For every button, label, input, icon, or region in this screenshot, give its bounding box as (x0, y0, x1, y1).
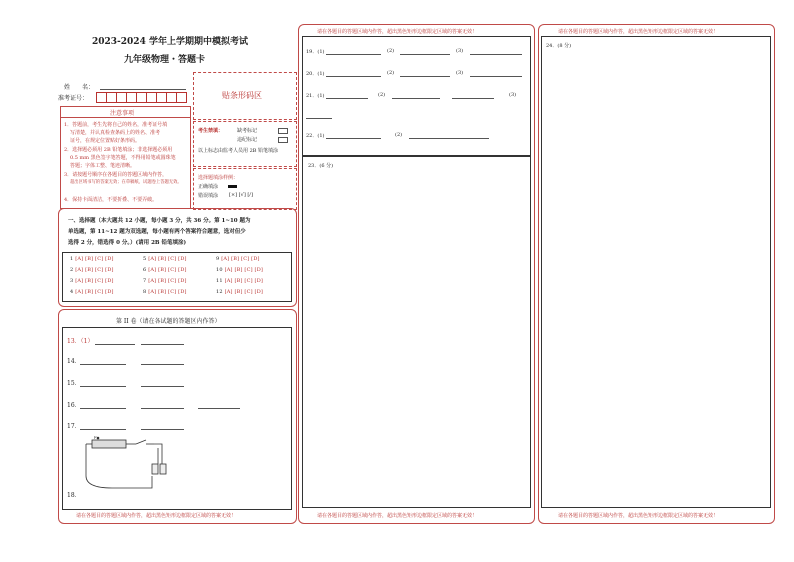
boundary-note-col3-top: 请在各题目的答题区域内作答，超出黑色矩形边框限定区域的答案无效！ (558, 29, 719, 35)
q13-label: 13．（1） (67, 338, 94, 345)
q21-line-4[interactable] (306, 118, 332, 119)
q20-part2: (2) (387, 70, 395, 76)
q13-answer-line-2[interactable] (141, 344, 184, 345)
status-label: 考生禁填： (198, 128, 224, 134)
exam-subtitle: 九年级物理・答题卡 (124, 55, 206, 65)
choice-question[interactable]: 7 [A] [B] [C] [D] (143, 278, 187, 284)
q13-answer-line-1[interactable] (95, 344, 135, 345)
notice-line: 写清楚，并认真检查条码上的姓名、准考 (70, 130, 161, 136)
choice-question[interactable]: 2 [A] [B] [C] [D] (70, 267, 114, 273)
q21-line-3[interactable] (452, 98, 494, 99)
choice-question[interactable]: 11 [A] [B] [C] [D] (216, 278, 264, 284)
boundary-note-col2-top: 请在各题目的答题区域内作答，超出黑色矩形边框限定区域的答案无效！ (317, 29, 478, 35)
notice-line: 4．保持卡面清洁，不要折叠、不要弄破。 (64, 197, 158, 203)
violation-checkbox[interactable] (278, 137, 288, 143)
q22-label: 22．(1) (306, 133, 325, 139)
choice-heading-line: 一、选择题（本大题共 12 小题，每小题 3 分，共 36 分。第 1~10 题为 (68, 218, 251, 224)
q16-answer-line-3[interactable] (198, 408, 240, 409)
correct-fill-mark (228, 185, 237, 188)
boundary-note-col1: 请在各题目的答题区域内作答，超出黑色矩形边框限定区域的答案无效！ (76, 513, 237, 519)
q20-part3: (3) (456, 70, 464, 76)
q24-answer-box[interactable] (541, 36, 771, 508)
q19-line-1[interactable] (326, 54, 381, 55)
q17-label: 17． (67, 423, 81, 430)
barcode-label: 贴条形码区 (222, 91, 262, 100)
q21-line-2[interactable] (392, 98, 440, 99)
choice-question[interactable]: 3 [A] [B] [C] [D] (70, 278, 114, 284)
violation-label: 违纪标记 (237, 137, 258, 143)
q19-part3-label: (3) (456, 48, 464, 54)
choice-question[interactable]: 8 [A] [B] [C] [D] (143, 289, 187, 295)
notice-line: 0.5 mm 黑色签字笔答题，不得用铅笔或圆珠笔 (70, 155, 176, 161)
svg-text:P: P (94, 436, 97, 440)
q17-answer-line-2[interactable] (141, 429, 184, 430)
q20-line-2[interactable] (400, 76, 450, 77)
notice-title: 注意事项 (110, 110, 135, 117)
absent-checkbox[interactable] (278, 128, 288, 134)
name-field[interactable] (100, 89, 186, 90)
id-digit-boxes[interactable] (96, 92, 188, 102)
q22-part2: (2) (395, 132, 403, 138)
absent-label: 缺考标记 (237, 128, 258, 134)
notice-title-rule (60, 117, 190, 118)
q21-part2: (2) (378, 92, 386, 98)
name-label: 姓 名： (64, 84, 95, 91)
notice-line: 3．请按题号顺序在各题目的答题区域内作答， (64, 172, 168, 178)
q19-label: 19．(1) (306, 49, 325, 55)
q16-label: 16． (67, 402, 81, 409)
q14-answer-line-2[interactable] (141, 364, 184, 365)
q24-label: 24．(8 分) (546, 43, 572, 49)
section2-title: 第 II 卷（请在各试题的答题区内作答） (116, 318, 221, 325)
q23-answer-box[interactable] (302, 156, 531, 508)
q16-answer-line-2[interactable] (141, 408, 184, 409)
id-label: 准考证号： (58, 95, 89, 102)
q23-label: 23．(6 分) (308, 163, 334, 169)
q19-part2: (2) (387, 48, 395, 54)
supervisor-note: 以上标志由监考人员用 2B 铅笔填涂 (198, 148, 279, 154)
q14-label: 14． (67, 358, 81, 365)
q22-line-2[interactable] (409, 138, 489, 139)
choice-question[interactable]: 6 [A] [B] [C] [D] (143, 267, 187, 273)
choice-question[interactable]: 12 [A] [B] [C] [D] (216, 289, 264, 295)
q15-label: 15． (67, 380, 81, 387)
notice-line: 1．答题前，考生先将自己的姓名，准考证号填 (64, 122, 168, 128)
q15-answer-line-1[interactable] (80, 386, 126, 387)
fill-example-title: 选择题填涂样例： (198, 175, 239, 181)
q16-answer-line-1[interactable] (80, 408, 126, 409)
choice-heading-line: 选得 2 分，错选得 0 分。）(请用 2B 铅笔填涂) (68, 240, 187, 246)
choice-question[interactable]: 5 [A] [B] [C] [D] (143, 256, 187, 262)
circuit-diagram (72, 436, 192, 492)
q19-line-2[interactable] (400, 54, 450, 55)
choice-question[interactable]: 1 [A] [B] [C] [D] (70, 256, 114, 262)
q21-line-1[interactable] (326, 98, 368, 99)
q20-line-3[interactable] (470, 76, 522, 77)
wrong-fill-marks: [×] [√] [/] (229, 192, 253, 198)
q20-label: 20．(1) (306, 71, 325, 77)
q17-answer-line-1[interactable] (80, 429, 126, 430)
boundary-note-col2-bottom: 请在各题目的答题区域内作答，超出黑色矩形边框限定区域的答案无效！ (317, 513, 478, 519)
notice-line: 答题；字体工整、笔迹清晰。 (70, 163, 136, 169)
q20-line-1[interactable] (326, 76, 381, 77)
q19-line-3[interactable] (470, 54, 522, 55)
q18-label: 18． (67, 492, 81, 499)
q14-answer-line-1[interactable] (80, 364, 126, 365)
correct-fill-label: 正确填涂 (198, 184, 219, 190)
choice-question[interactable]: 4 [A] [B] [C] [D] (70, 289, 114, 295)
notice-line: 2．选择题必须用 2B 铅笔填涂；非选择题必须用 (64, 147, 173, 153)
q21-label: 21．(1) (306, 93, 325, 99)
notice-line: 证号，在规定位置贴好条形码。 (70, 138, 141, 144)
choice-question[interactable]: 10 [A] [B] [C] [D] (216, 267, 264, 273)
boundary-note-col3-bottom: 请在各题目的答题区域内作答，超出黑色矩形边框限定区域的答案无效！ (558, 513, 719, 519)
q15-answer-line-2[interactable] (141, 386, 184, 387)
notice-line: 超出区域书写的答案无效；在草稿纸、试题卷上答题无效。 (70, 180, 182, 185)
q21-part3: (3) (509, 92, 517, 98)
exam-title: 2023-2024 学年上学期期中模拟考试 (92, 37, 248, 47)
q22-line-1[interactable] (326, 138, 381, 139)
wrong-fill-label: 错误填涂 (198, 193, 219, 199)
choice-heading-line: 单选题，第 11~12 题为双选题，每小题有两个答案符合题意，选对但少 (68, 229, 246, 235)
choice-question[interactable]: 9 [A] [B] [C] [D] (216, 256, 260, 262)
